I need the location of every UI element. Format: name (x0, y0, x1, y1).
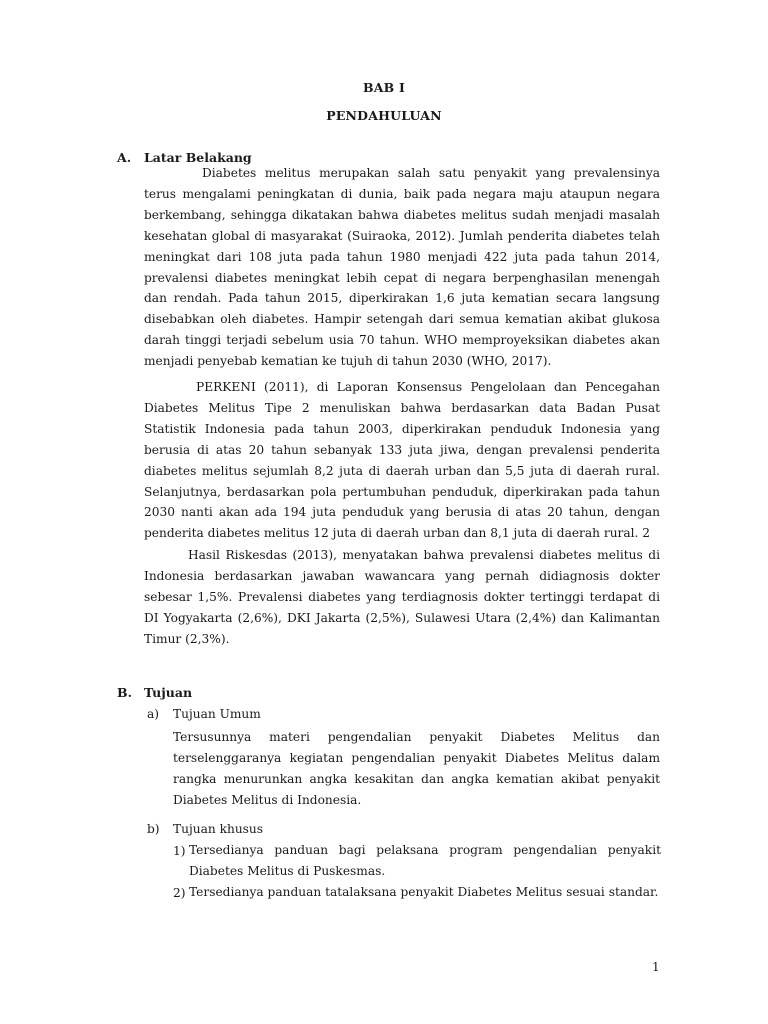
general-goal-marker: a) (147, 707, 160, 721)
section-b-letter: B. (117, 685, 132, 700)
specific-goal-title: Tujuan khusus (173, 822, 264, 836)
specific-goal-marker: b) (147, 822, 160, 836)
section-a-letter: A. (117, 150, 132, 165)
specific-item-2-text: Tersedianya panduan tatalaksana penyakit Diabetes Melitus sesuai standar. (189, 885, 659, 899)
general-goal-title: Tujuan Umum (173, 707, 261, 721)
general-goal-text: Tersusunnya materi pengendalian penyakit Diabetes Melitus dan terselenggaranya kegiatan pengendalian penyakit Diabetes Melitus dalam rangka menurunkan angka kesakitan dan angka kematian akibat penyakit Diabetes Melitus di Indonesia. (173, 730, 660, 807)
section-b-title: Tujuan (144, 685, 193, 700)
chapter-title: PENDAHULUAN (326, 108, 442, 123)
specific-item-1-number: 1) (173, 844, 186, 858)
paragraph-3: Hasil Riskesdas (2013), menyatakan bahwa prevalensi diabetes melitus di Indonesia berdasarkan jawaban wawancara yang pernah didiagnosis dokter sebesar 1,5%. Prevalensi diabetes yang terdiagnosis dokter tertinggi terdapat di DI Yogyakarta (2,6%), DKI Jakarta (2,5%), Sulawesi Utara (2,4%) dan Kalimantan Timur (2,3%). (144, 548, 660, 646)
paragraph-2: PERKENI (2011), di Laporan Konsensus Pengelolaan dan Pencegahan Diabetes Melitus Tipe 2 menuliskan bahwa berdasarkan data Badan Pusat Statistik Indonesia pada tahun 2003, diperkirakan penduduk Indonesia yang berusia di atas 20 tahun sebanyak 133 juta jiwa, dengan prevalensi penderita diabetes melitus sejumlah 8,2 juta di daerah urban dan 5,5 juta di daerah rural. Selanjutnya, berdasarkan pola pertumbuhan penduduk, diperkirakan pada tahun 2030 nanti akan ada 194 juta penduduk yang berusia di atas 20 tahun, dengan penderita diabetes melitus 12 juta di daerah urban dan 8,1 juta di daerah rural. 2 (144, 380, 660, 541)
chapter-label: BAB I (362, 80, 406, 95)
section-a-title: Latar Belakang (144, 150, 252, 165)
page-number: 1 (652, 960, 660, 974)
specific-item-2-number: 2) (173, 886, 186, 900)
paragraph-1: Diabetes melitus merupakan salah satu penyakit yang prevalensinya terus mengalami peningkatan di dunia, baik pada negara maju ataupun negara berkembang, sehingga dikatakan bahwa diabetes melitus sudah menjadi masalah kesehatan global di masyarakat (Suiraoka, 2012). Jumlah penderita diabetes telah meningkat dari 108 juta pada tahun 1980 menjadi 422 juta pada tahun 2014, prevalensi diabetes meningkat lebih cepat di negara berpenghasilan menengah dan rendah. Pada tahun 2015, diperkirakan 1,6 juta kematian secara langsung disebabkan oleh diabetes. Hampir setengah dari semua kematian akibat glukosa darah tinggi terjadi sebelum usia 70 tahun. WHO memproyeksikan diabetes akan menjadi penyebab kematian ke tujuh di tahun 2030 (WHO, 2017). (144, 166, 660, 369)
specific-item-1-text: Tersedianya panduan bagi pelaksana program pengendalian penyakit Diabetes Melitus di Puskesmas. (189, 843, 661, 878)
